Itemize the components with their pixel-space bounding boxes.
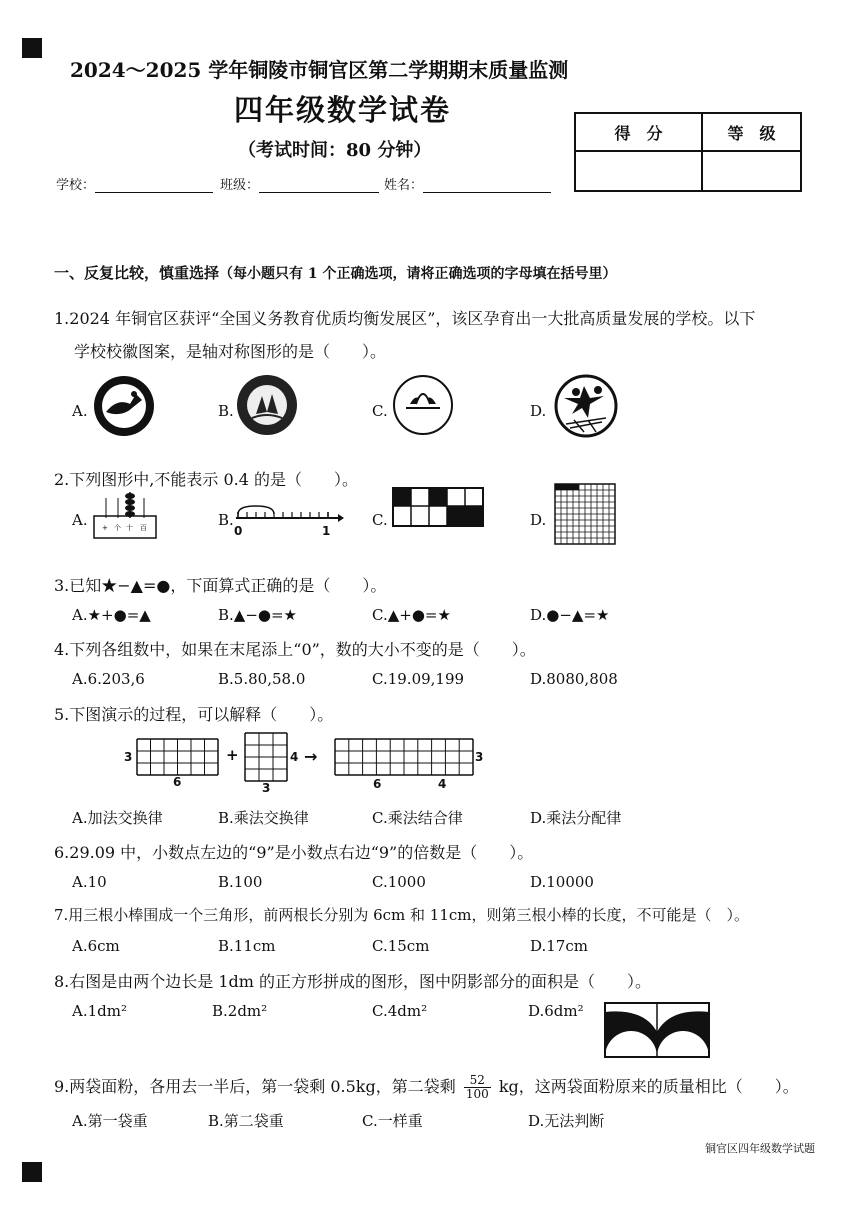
q2-option-c-label: C. xyxy=(372,511,388,529)
question-7-stem: 7.用三根小棒围成一个三角形，前两根长分别为 6cm 和 11cm，则第三根小棒的长度，不可能是（ ）。 xyxy=(54,906,749,924)
school-badge-a xyxy=(92,374,156,438)
two-squares-shaded-figure xyxy=(604,1002,710,1058)
class-label: 班级： xyxy=(220,178,260,193)
fig5-label-6-combined: 6 xyxy=(373,777,382,791)
q8-option-d: D.6dm² xyxy=(528,1002,584,1020)
question-6-stem: 6.29.09 中，小数点左边的“9”是小数点右边“9”的倍数是（ ）。 xyxy=(54,843,534,862)
fig5-label-3-combined: 3 xyxy=(475,750,484,764)
section-title: 一、反复比较，慎重选择 xyxy=(54,264,220,282)
q3-option-a: A.★+●=▲ xyxy=(72,606,151,624)
grid-rect-3x6 xyxy=(136,738,220,776)
q5-option-a: A.加法交换律 xyxy=(72,809,163,827)
q9-stem-part-a: 9.两袋面粉，各用去一半后，第一袋剩 0.5kg，第二袋剩 xyxy=(54,1077,456,1096)
q8-option-a: A.1dm² xyxy=(72,1002,127,1020)
q9-fraction xyxy=(464,1074,491,1101)
q9-stem-part-b: kg，这两袋面粉原来的质量相比（ ）。 xyxy=(498,1077,799,1096)
class-blank[interactable] xyxy=(259,180,379,193)
q9-fraction-numerator: 52 xyxy=(464,1074,491,1088)
q6-option-c: C.1000 xyxy=(372,873,426,891)
hundred-grid xyxy=(554,483,616,545)
q6-option-a: A.10 xyxy=(72,873,107,891)
q2-option-d-label: D. xyxy=(530,511,547,529)
q2-option-a-label: A. xyxy=(72,511,88,529)
q2-option-b-label: B. xyxy=(218,511,234,529)
grade-header: 等 级 xyxy=(703,114,800,152)
grade-box[interactable] xyxy=(703,152,800,190)
abacus-figure xyxy=(92,490,158,542)
question-1-stem: 1.2024 年铜官区获评“全国义务教育优质均衡发展区”，该区孕育出一大批高质量发展的学校。以下 xyxy=(54,309,756,328)
fig5-label-4-combined: 4 xyxy=(438,777,447,791)
shaded-rectangle-grid xyxy=(392,487,484,527)
fig5-plus-sign: + xyxy=(226,746,239,764)
q4-option-b: B.5.80,58.0 xyxy=(218,670,306,688)
q1-option-d-label: D. xyxy=(530,402,547,420)
page-title: 四年级数学试卷 xyxy=(234,93,452,127)
question-8-stem: 8.右图是由两个边长是 1dm 的正方形拼成的图形，图中阴影部分的面积是（ ）。 xyxy=(54,972,652,991)
q9-option-a: A.第一袋重 xyxy=(72,1112,148,1130)
fig5-label-3-left: 3 xyxy=(124,750,133,764)
q9-option-d: D.无法判断 xyxy=(528,1112,605,1130)
school-blank[interactable] xyxy=(95,180,213,193)
svg-text:百: 百 xyxy=(140,524,147,532)
q3-option-b: B.▲−●=★ xyxy=(218,606,297,624)
number-line-label-one: 1 xyxy=(322,524,331,538)
question-4-stem: 4.下列各组数中，如果在末尾添上“0”，数的大小不变的是（ ）。 xyxy=(54,640,536,659)
q9-fraction-denominator: 100 xyxy=(465,1087,489,1101)
fig5-label-3-bottom: 3 xyxy=(262,781,271,795)
q1-option-c-label: C. xyxy=(372,402,388,420)
school-badge-c xyxy=(392,374,454,436)
section-instruction: （每小题只有 1 个正确选项，请将正确选项的字母填在括号里） xyxy=(219,266,617,282)
q7-option-b: B.11cm xyxy=(218,937,276,955)
q5-option-c: C.乘法结合律 xyxy=(372,809,463,827)
page-footer: 铜官区四年级数学试题 xyxy=(705,1142,815,1155)
registration-mark-bottom xyxy=(22,1162,42,1182)
question-3-stem: 3.已知★−▲=●，下面算式正确的是（ ）。 xyxy=(54,576,387,595)
grid-rect-3x10 xyxy=(334,738,474,776)
score-box[interactable] xyxy=(576,152,703,190)
score-table xyxy=(574,112,802,192)
name-blank[interactable] xyxy=(423,180,551,193)
name-label: 姓名： xyxy=(384,178,424,193)
fig5-label-4-right: 4 xyxy=(290,750,299,764)
exam-title-line: 2024～2025 学年铜陵市铜官区第二学期期末质量监测 xyxy=(70,58,569,82)
fig5-label-6-bottom: 6 xyxy=(173,775,182,789)
name-field[interactable] xyxy=(384,174,551,193)
grid-3x6-lines xyxy=(137,739,218,775)
exam-duration: （考试时间：80 分钟） xyxy=(238,140,432,161)
q1-option-b-label: B. xyxy=(218,402,234,420)
question-5-stem: 5.下图演示的过程，可以解释（ ）。 xyxy=(54,705,334,724)
q4-option-c: C.19.09,199 xyxy=(372,670,465,688)
q3-option-c: C.▲+●=★ xyxy=(372,606,451,624)
grid-rect-4x3 xyxy=(244,732,288,782)
fig5-arrow: → xyxy=(304,747,318,766)
q4-option-a: A.6.203,6 xyxy=(72,670,145,688)
q7-option-c: C.15cm xyxy=(372,937,430,955)
school-field[interactable] xyxy=(56,174,213,193)
q9-option-b: B.第二袋重 xyxy=(208,1112,284,1130)
q9-option-c: C.一样重 xyxy=(362,1112,423,1130)
score-header: 得 分 xyxy=(576,114,703,152)
svg-text:+: + xyxy=(102,524,108,532)
registration-mark-top xyxy=(22,38,42,58)
grid-3x10-lines xyxy=(335,739,473,775)
grid-4x3-lines xyxy=(245,733,287,781)
school-badge-d xyxy=(554,374,618,438)
q5-option-d: D.乘法分配律 xyxy=(530,809,622,827)
svg-text:个: 个 xyxy=(114,524,121,532)
q7-option-a: A.6cm xyxy=(72,937,120,955)
class-field[interactable] xyxy=(220,174,379,193)
q7-option-d: D.17cm xyxy=(530,937,588,955)
question-2-stem: 2.下列图形中,不能表示 0.4 的是（ ）。 xyxy=(54,470,358,489)
q6-option-b: B.100 xyxy=(218,873,263,891)
q3-option-d: D.●−▲=★ xyxy=(530,606,610,624)
school-label: 学校： xyxy=(56,178,96,193)
q5-option-b: B.乘法交换律 xyxy=(218,809,309,827)
hundred-grid-lines xyxy=(555,484,615,544)
question-9-stem xyxy=(54,1074,799,1101)
q1-option-a-label: A. xyxy=(72,402,88,420)
q8-option-b: B.2dm² xyxy=(212,1002,268,1020)
svg-text:十: 十 xyxy=(126,524,133,532)
number-line-label-zero: 0 xyxy=(234,524,243,538)
school-badge-b xyxy=(236,374,298,436)
q6-option-d: D.10000 xyxy=(530,873,594,891)
q4-option-d: D.8080,808 xyxy=(530,670,618,688)
section-heading xyxy=(54,262,617,283)
question-1-stem-cont: 学校校徽图案，是轴对称图形的是（ ）。 xyxy=(74,342,387,361)
q8-option-c: C.4dm² xyxy=(372,1002,428,1020)
